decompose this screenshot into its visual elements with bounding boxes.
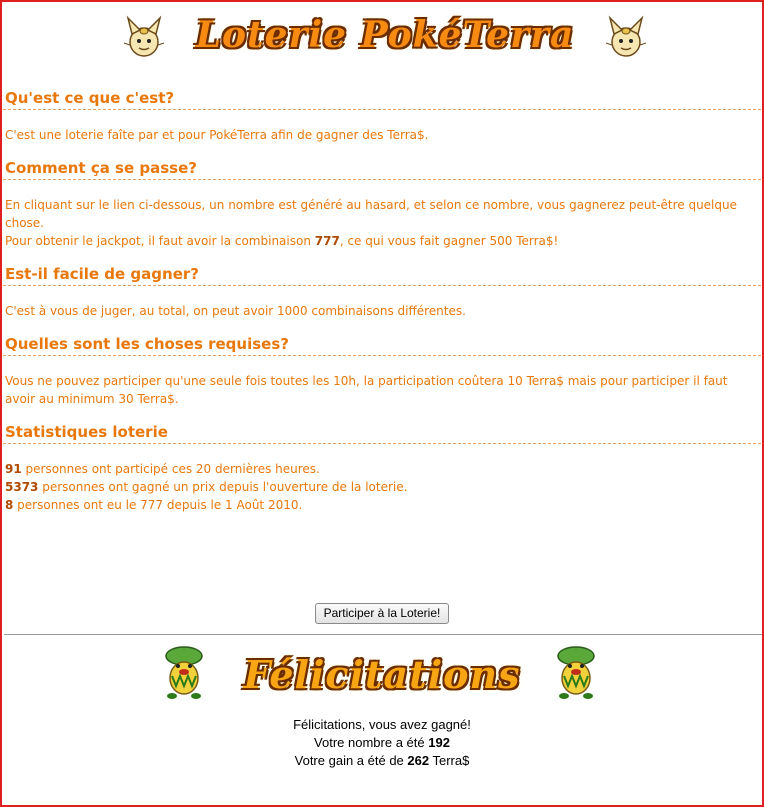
stat-text: personnes ont gagné un prix depuis l'ouverture de la loterie. [38, 480, 408, 494]
section-text: , ce qui vous fait gagner 500 Terra$! [339, 234, 559, 248]
section-text: Vous ne pouvez participer qu'une seule fois toutes les 10h, la participation coûtera 10 Terra$ mais pour participer il faut avoir au minimum 30 Terra$. [5, 374, 728, 406]
stat-text: personnes ont participé ces 20 dernières heures. [21, 462, 320, 476]
result-line-3 [2, 752, 762, 770]
section-title-requirements: Quelles sont les choses requises? [3, 328, 761, 356]
banner-title: Loterie PokéTerra [195, 14, 575, 56]
section-text: C'est à vous de juger, au total, on peut avoir 1000 combinaisons différentes. [5, 304, 466, 318]
jackpot-combination: 777 [314, 234, 340, 248]
meowth-icon [604, 12, 648, 60]
stat-text: personnes ont eu le 777 depuis le 1 Août 2010. [13, 498, 303, 512]
result-gain: 262 [407, 753, 430, 768]
section-title-how: Comment ça se passe? [3, 152, 761, 180]
result-gain-label: Votre gain a été de [294, 753, 408, 768]
section-title-what: Qu'est ce que c'est? [3, 82, 761, 110]
section-body-requirements [3, 356, 761, 416]
divider [4, 634, 762, 635]
result-number: 192 [428, 735, 450, 750]
play-button-container [2, 602, 762, 624]
result-line-2 [2, 734, 762, 752]
congrats-title: Félicitations [243, 651, 521, 697]
result-line-1: Félicitations, vous avez gagné! [293, 717, 471, 732]
section-body-what [3, 110, 761, 152]
ludicolo-icon [554, 642, 598, 700]
stat-number: 8 [5, 498, 14, 512]
section-body-how [3, 180, 761, 258]
section-text: En cliquant sur le lien ci-dessous, un nombre est généré au hasard, et selon ce nombre, vous gagnerez peut-être quelque chose. [5, 198, 737, 230]
result-gain-unit: Terra$ [429, 753, 470, 768]
congrats-banner [162, 642, 602, 706]
result-message [2, 716, 762, 770]
section-text: Pour obtenir le jackpot, il faut avoir la combinaison [5, 234, 315, 248]
lottery-info [3, 82, 761, 522]
stat-number: 5373 [5, 480, 39, 494]
section-body-stats [3, 444, 761, 522]
section-body-easy [3, 286, 761, 328]
lottery-banner [120, 10, 650, 60]
result-number-label: Votre nombre a été [314, 735, 429, 750]
participate-button[interactable]: Participer à la Loterie! [315, 603, 450, 624]
section-text: C'est une loterie faîte par et pour PokéTerra afin de gagner des Terra$. [5, 128, 429, 142]
section-title-easy: Est-il facile de gagner? [3, 258, 761, 286]
section-title-stats: Statistiques loterie [3, 416, 761, 444]
stat-number: 91 [5, 462, 22, 476]
